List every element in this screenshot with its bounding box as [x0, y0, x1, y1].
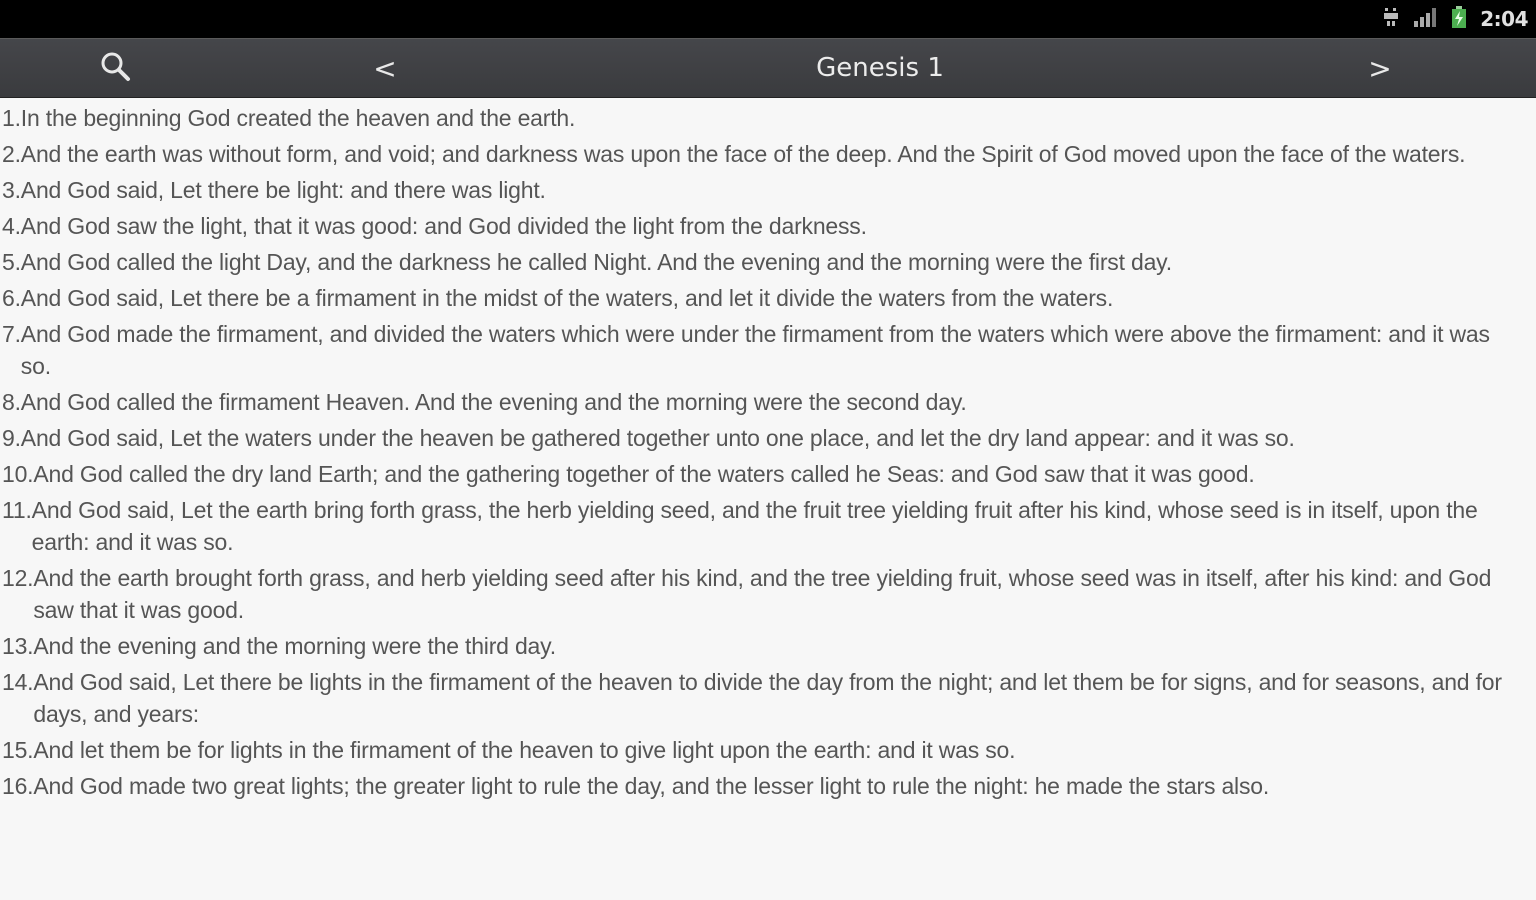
verse-item[interactable]: [2, 246, 1522, 278]
verse-number: 12.: [2, 565, 34, 591]
verse-item[interactable]: [2, 630, 1522, 662]
verse-text: And the earth was without form, and void; and darkness was upon the face of the deep. And the Spirit of God moved upon the face of the waters.: [20, 141, 1466, 167]
verse-item[interactable]: [2, 210, 1522, 242]
verse-item[interactable]: [2, 138, 1522, 170]
chapter-title: Genesis 1: [816, 53, 944, 83]
verse-item[interactable]: [2, 562, 1522, 626]
verse-text: And God said, Let there be lights in the firmament of the heaven to divide the day from the night; and let them be for signs, and for seasons, and for days, and years:: [33, 669, 1502, 727]
verse-item[interactable]: [2, 458, 1522, 490]
verse-list: [0, 98, 1536, 802]
verse-text: And God said, Let there be light: and there was light.: [20, 177, 546, 203]
verse-text: And God called the light Day, and the darkness he called Night. And the evening and the morning were the first day.: [20, 249, 1172, 275]
verse-item[interactable]: [2, 386, 1522, 418]
verse-number: 15.: [2, 737, 34, 763]
verse-number: 4.: [2, 213, 21, 239]
verse-text: And God made two great lights; the greater light to rule the day, and the lesser light to rule the night: he made the stars also.: [33, 773, 1270, 799]
verse-text: And let them be for lights in the firmament of the heaven to give light upon the earth: and it was so.: [33, 737, 1016, 763]
verse-number: 11.: [2, 497, 32, 523]
verse-item[interactable]: [2, 494, 1522, 558]
verse-text: In the beginning God created the heaven and the earth.: [20, 105, 576, 131]
verse-item[interactable]: [2, 174, 1522, 206]
verse-number: 14.: [2, 669, 34, 695]
next-chapter-button[interactable]: >: [1368, 51, 1392, 85]
verse-item[interactable]: [2, 770, 1522, 802]
verse-text: And God saw the light, that it was good: and God divided the light from the darkness.: [20, 213, 867, 239]
search-button[interactable]: [80, 39, 150, 97]
verse-item[interactable]: [2, 734, 1522, 766]
verse-text: And God made the firmament, and divided the waters which were under the firmament from the waters which were above the firmament: and it was so.: [20, 321, 1490, 379]
verse-text: And God said, Let there be a firmament in the midst of the waters, and let it divide the waters from the waters.: [20, 285, 1114, 311]
verse-text: And the earth brought forth grass, and herb yielding seed after his kind, and the tree yielding fruit, whose seed was in itself, after his kind: and God saw that it was good.: [33, 565, 1492, 623]
verse-number: 16.: [2, 773, 34, 799]
verse-number: 6.: [2, 285, 21, 311]
verse-number: 3.: [2, 177, 21, 203]
status-bar: [0, 0, 1536, 38]
previous-chapter-button[interactable]: <: [373, 51, 397, 85]
verse-list-container[interactable]: [0, 98, 1536, 900]
verse-number: 10.: [2, 461, 34, 487]
battery-charging-icon: [1450, 5, 1468, 33]
verse-item[interactable]: [2, 666, 1522, 730]
verse-number: 2.: [2, 141, 21, 167]
verse-text: And God called the dry land Earth; and the gathering together of the waters called he Seas: and God saw that it was good.: [33, 461, 1255, 487]
search-icon: [98, 49, 132, 87]
verse-number: 9.: [2, 425, 21, 451]
verse-item[interactable]: [2, 102, 1522, 134]
verse-item[interactable]: [2, 282, 1522, 314]
status-icons: [1382, 0, 1528, 38]
verse-item[interactable]: [2, 318, 1522, 382]
action-bar: [0, 38, 1536, 98]
verse-number: 1.: [2, 105, 21, 131]
status-time: 2:04: [1480, 7, 1528, 31]
signal-icon: [1412, 6, 1438, 32]
verse-number: 8.: [2, 389, 21, 415]
verse-number: 5.: [2, 249, 21, 275]
usb-debug-icon: [1382, 6, 1400, 32]
verse-number: 7.: [2, 321, 21, 347]
verse-text: And God called the firmament Heaven. And the evening and the morning were the second day.: [20, 389, 967, 415]
verse-item[interactable]: [2, 422, 1522, 454]
verse-text: And God said, Let the earth bring forth grass, the herb yielding seed, and the fruit tree yielding fruit after his kind, whose seed is in itself, upon the earth: and it was so.: [31, 497, 1478, 555]
verse-text: And the evening and the morning were the third day.: [33, 633, 556, 659]
verse-text: And God said, Let the waters under the heaven be gathered together unto one place, and let the dry land appear: and it was so.: [20, 425, 1295, 451]
verse-number: 13.: [2, 633, 34, 659]
